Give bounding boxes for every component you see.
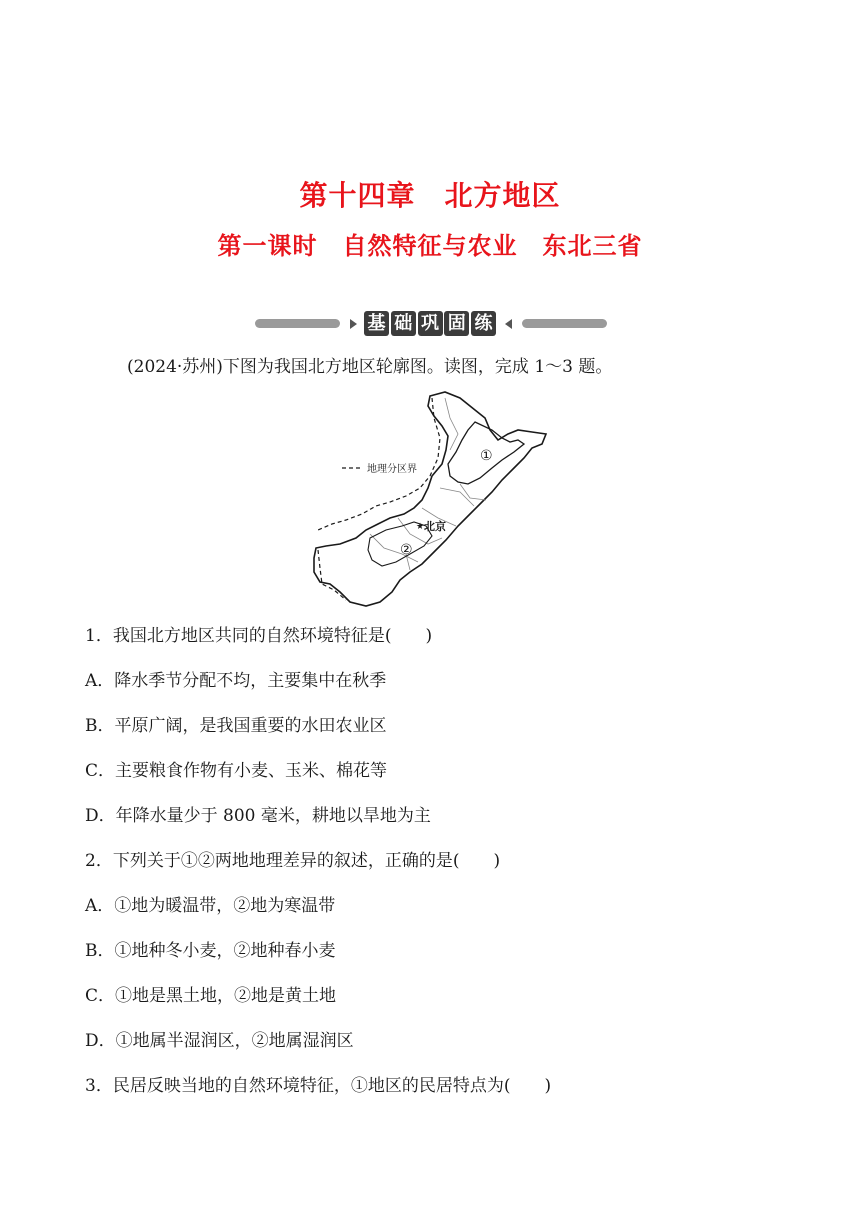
question-3-stem: 3．民居反映当地的自然环境特征，①地区的民居特点为( ) (85, 1076, 552, 1096)
question-2-stem: 2．下列关于①②两地地理差异的叙述，正确的是( ) (85, 851, 501, 871)
question-1-stem: 1．我国北方地区共同的自然环境特征是( ) (85, 626, 433, 646)
banner-char: 基 (364, 311, 389, 336)
banner-bar-right (522, 319, 607, 328)
capital-star-icon: ★ (416, 522, 425, 532)
banner-arrow-left-icon (505, 319, 512, 329)
section-banner (255, 310, 607, 338)
region-1-label: ① (480, 448, 493, 464)
banner-arrow-right-icon (350, 319, 357, 329)
question-2-option-b: B．①地种冬小麦，②地种春小麦 (85, 941, 336, 961)
banner-label (364, 311, 496, 337)
banner-char: 固 (444, 311, 469, 336)
question-1-option-c: C．主要粮食作物有小麦、玉米、棉花等 (85, 761, 388, 781)
legend-label: 地理分区界 (367, 464, 417, 475)
question-2-option-a: A．①地为暖温带，②地为寒温带 (85, 896, 336, 916)
question-2-option-d: D．①地属半湿润区，②地属湿润区 (85, 1031, 354, 1051)
capital-label: 北京 (424, 520, 446, 533)
question-1-option-b: B．平原广阔，是我国重要的水田农业区 (85, 716, 387, 736)
region-2-label: ② (400, 542, 413, 558)
banner-char: 巩 (418, 311, 443, 336)
chapter-title: 第十四章 北方地区 (299, 179, 561, 212)
north-china-map (310, 388, 560, 610)
question-intro: (2024·苏州)下图为我国北方地区轮廓图。读图，完成 1～3 题。 (127, 357, 613, 377)
question-1-option-a: A．降水季节分配不均，主要集中在秋季 (85, 671, 387, 691)
banner-bar-left (255, 319, 340, 328)
banner-char: 练 (471, 311, 496, 336)
question-2-option-c: C．①地是黑土地，②地是黄土地 (85, 986, 337, 1006)
question-1-option-d: D．年降水量少于 800 毫米，耕地以旱地为主 (85, 806, 431, 826)
banner-char: 础 (391, 311, 416, 336)
map-outline (314, 392, 546, 606)
lesson-title: 第一课时 自然特征与农业 东北三省 (217, 232, 643, 260)
